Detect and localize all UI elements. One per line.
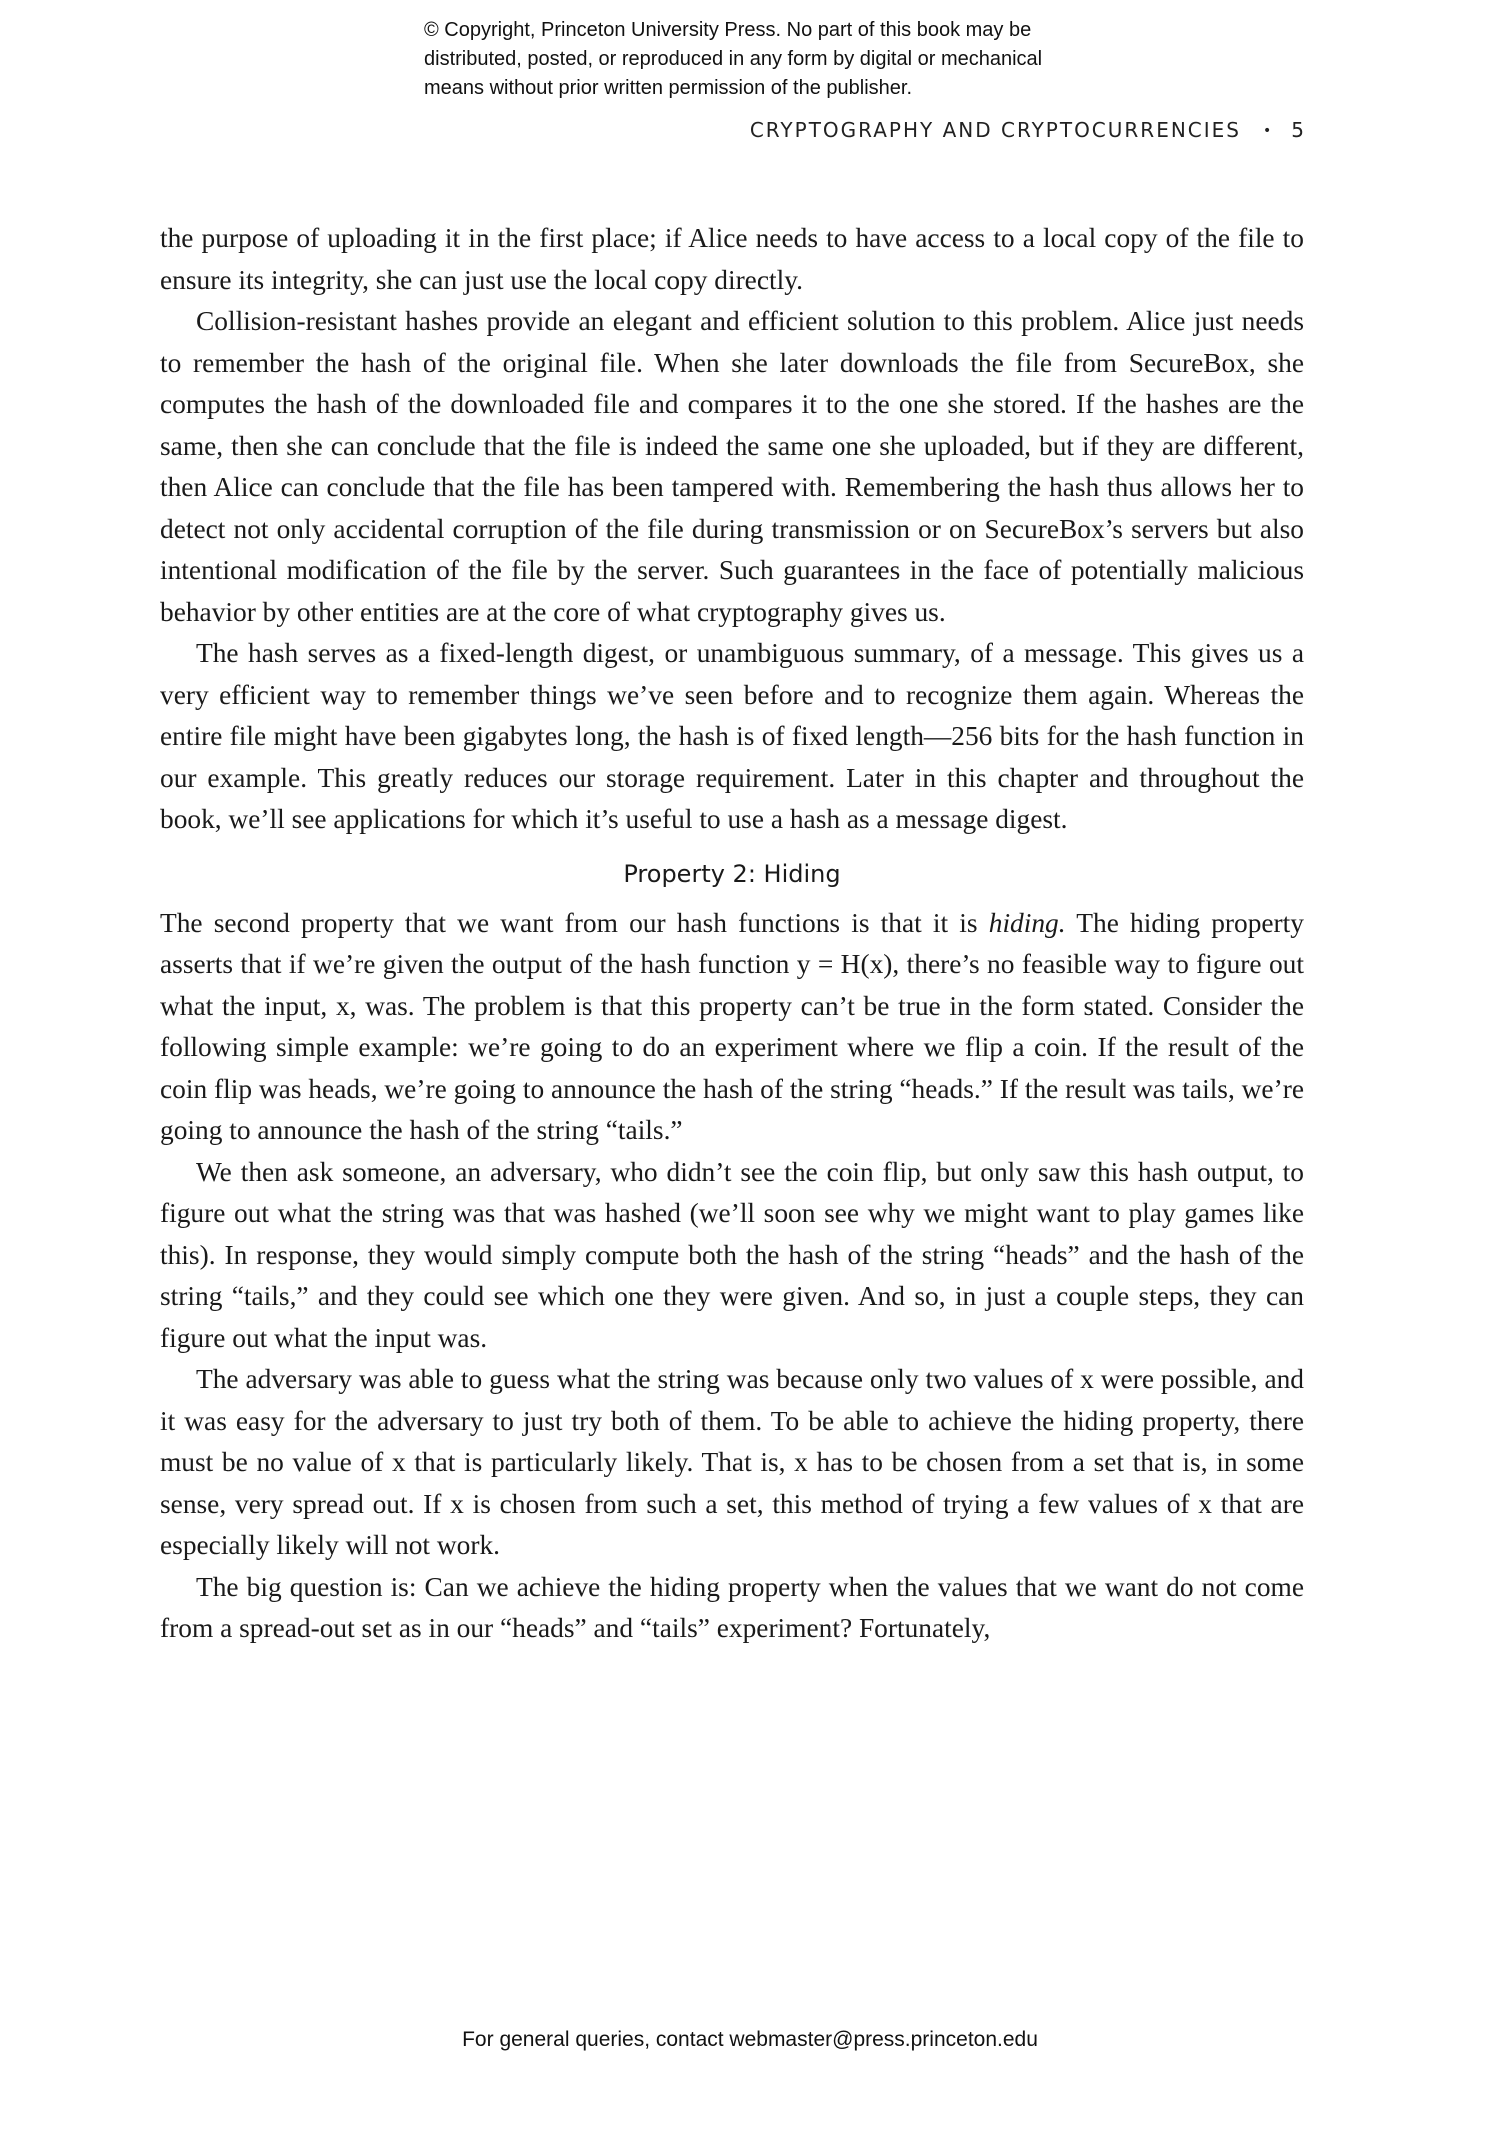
running-head — [750, 118, 1304, 142]
body-text — [160, 218, 1304, 1650]
page-number: 5 — [1291, 118, 1304, 142]
emphasis-term: hiding. — [988, 907, 1066, 938]
copyright-line: distributed, posted, or reproduced in any form by digital or mechanical — [424, 48, 1043, 70]
running-head-title: CRYPTOGRAPHY AND CRYPTOCURRENCIES — [749, 118, 1241, 142]
footer-contact: For general queries, contact webmaster@press.princeton.edu — [462, 2028, 1038, 2051]
copyright-line: © Copyright, Princeton University Press. No part of this book may be — [424, 19, 1032, 41]
paragraph — [160, 903, 1304, 1152]
paragraph-text: The hiding property asserts that if we’re given the output of the hash function y = H(x), there’s no feasible way to figure out what the input, x, was. The problem is that this property can’t be true in the form stated. Consider the following simple example: we’re going to do an experiment where we flip a coin. If the result of the coin flip was heads, we’re going to announce the hash of the string “heads.” If the result was tails, we’re going to announce the hash of the string “tails.” — [160, 907, 1304, 1145]
paragraph-text: The second property that we want from our hash functions is that it is — [160, 907, 989, 938]
section-heading: Property 2: Hiding — [623, 859, 841, 888]
paragraph: Collision-resistant hashes provide an elegant and efficient solution to this problem. Alice just needs to remember the hash of the original file. When she later downloads the file from SecureBox, she computes the hash of the downloaded file and compares it to the one she stored. If the hashes are the same, then she can conclude that the file is indeed the same one she uploaded, but if they are different, then Alice can conclude that the file has been tampered with. Remembering the hash thus allows her to detect not only accidental corruption of the file during transmission or on SecureBox’s servers but also intentional modification of the file by the server. Such guarantees in the face of potentially malicious behavior by other entities are at the core of what cryptography gives us. — [160, 306, 1304, 627]
copyright-line: means without prior written permission of the publisher. — [424, 77, 913, 99]
bullet-separator-icon: • — [1263, 123, 1274, 139]
paragraph: the purpose of uploading it in the first place; if Alice needs to have access to a local copy of the file to ensure its integrity, she can just use the local copy directly. — [160, 223, 1304, 295]
copyright-notice — [424, 16, 1144, 103]
paragraph: We then ask someone, an adversary, who didn’t see the coin flip, but only saw this hash output, to figure out what the string was that was hashed (we’ll soon see why we might want to play games like this). In response, they would simply compute both the hash of the string “heads” and the hash of the string “tails,” and they could see which one they were given. And so, in just a couple steps, they can figure out what the input was. — [160, 1156, 1304, 1353]
paragraph: The big question is: Can we achieve the hiding property when the values that we want do not come from a spread-out set as in our “heads” and “tails” experiment? Fortunately, — [160, 1571, 1304, 1643]
paragraph: The hash serves as a fixed-length digest, or unambiguous summary, of a message. This gives us a very efficient way to remember things we’ve seen before and to recognize them again. Whereas the entire file might have been gigabytes long, the hash is of fixed length—256 bits for the hash function in our example. This greatly reduces our storage requirement. Later in this chapter and throughout the book, we’ll see applications for which it’s useful to use a hash as a message digest. — [160, 638, 1304, 834]
paragraph: The adversary was able to guess what the string was because only two values of x were possible, and it was easy for the adversary to just try both of them. To be able to achieve the hiding property, there must be no value of x that is particularly likely. That is, x has to be chosen from a set that is, in some sense, very spread out. If x is chosen from such a set, this method of trying a few values of x that are especially likely will not work. — [160, 1364, 1304, 1560]
